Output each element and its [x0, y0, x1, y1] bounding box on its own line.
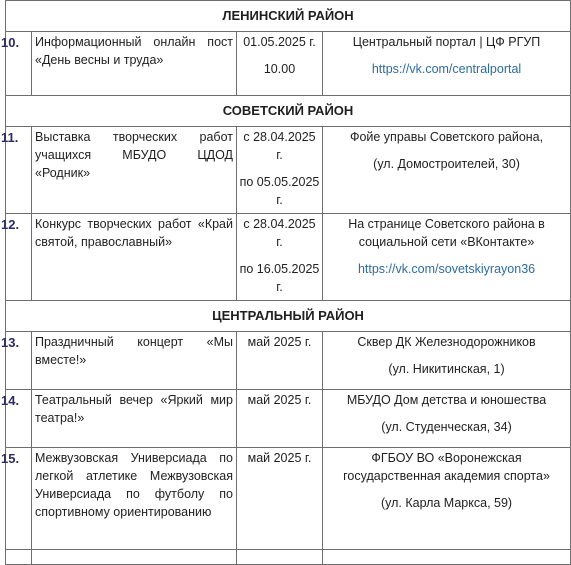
event-date: [237, 332, 323, 390]
row-number: 15.: [1, 451, 20, 466]
place-name: ФГБОУ ВО «Воронежская государственная академия спорта»: [343, 451, 550, 483]
district-header-row: [6, 1, 571, 32]
event-date: [237, 32, 323, 96]
place-name: МБУДО Дом детства и юношества: [346, 393, 547, 407]
table-row: [6, 448, 571, 550]
district-header-row: [6, 301, 571, 332]
date-start: май 2025 г.: [247, 393, 312, 407]
place-name: Центральный портал | ЦФ РГУП: [352, 35, 541, 49]
place-address: (ул. Карла Маркса, 59): [380, 496, 513, 510]
event-date: [237, 448, 323, 550]
table-row-cut: [6, 550, 571, 565]
table-row: [6, 390, 571, 448]
event-place: [323, 332, 571, 390]
date-start: с 28.04.2025 г.: [243, 217, 316, 249]
event-title: Праздничный концерт «Мы вместе!»: [32, 332, 237, 390]
date-start: май 2025 г.: [247, 335, 312, 349]
row-number: 11.: [1, 130, 19, 145]
event-title: Информационный онлайн пост «День весны и труда»: [32, 32, 237, 96]
place-address: (ул. Студенческая, 34): [381, 420, 512, 434]
event-title: Межвузовская Универсиада по легкой атлетике Межвузовская Универсиада по футболу по спортивному ориентированию: [32, 448, 237, 550]
event-date: [237, 214, 323, 301]
place-link[interactable]: https://vk.com/sovetskiyrayon36: [357, 262, 536, 276]
place-address: (ул. Никитинская, 1): [388, 362, 505, 376]
date-start: с 28.04.2025 г.: [243, 130, 316, 162]
table-row: [6, 32, 571, 96]
event-title: Выставка творческих работ учащихся МБУДО ЦДОД «Родник»: [32, 127, 237, 214]
event-place: [323, 32, 571, 96]
event-date: [237, 390, 323, 448]
district-header-row: [6, 96, 571, 127]
place-name: Сквер ДК Железнодорожников: [357, 335, 536, 349]
row-number: 12.: [1, 217, 20, 232]
events-table: [1, 0, 571, 565]
place-name: Фойе управы Советского района,: [349, 130, 544, 144]
place-link[interactable]: https://vk.com/centralportal: [371, 62, 522, 76]
date-start: май 2025 г.: [247, 451, 312, 465]
date-end: по 16.05.2025 г.: [239, 262, 320, 294]
row-number: 14.: [1, 393, 20, 408]
district-sovetsky: СОВЕТСКИЙ РАЙОН: [6, 96, 571, 127]
event-place: [323, 390, 571, 448]
place-name: На странице Советского района в социальной сети «ВКонтакте»: [348, 217, 545, 249]
event-place: [323, 214, 571, 301]
date-start: 01.05.2025 г.: [243, 35, 316, 49]
district-central: ЦЕНТРАЛЬНЫЙ РАЙОН: [6, 301, 571, 332]
place-address: (ул. Домостроителей, 30): [373, 157, 520, 171]
date-time: 10.00: [263, 62, 296, 76]
table-row: [6, 127, 571, 214]
event-place: [323, 127, 571, 214]
district-leninsky: ЛЕНИНСКИЙ РАЙОН: [6, 1, 571, 32]
table-row: [6, 332, 571, 390]
table-row: [6, 214, 571, 301]
date-end: по 05.05.2025 г.: [239, 175, 320, 207]
row-number: 10.: [1, 35, 20, 50]
event-title: Конкурс творческих работ «Край святой, православный»: [32, 214, 237, 301]
event-place: [323, 448, 571, 550]
event-date: [237, 127, 323, 214]
row-number: 13.: [1, 335, 20, 350]
event-title: Театральный вечер «Яркий мир театра!»: [32, 390, 237, 448]
